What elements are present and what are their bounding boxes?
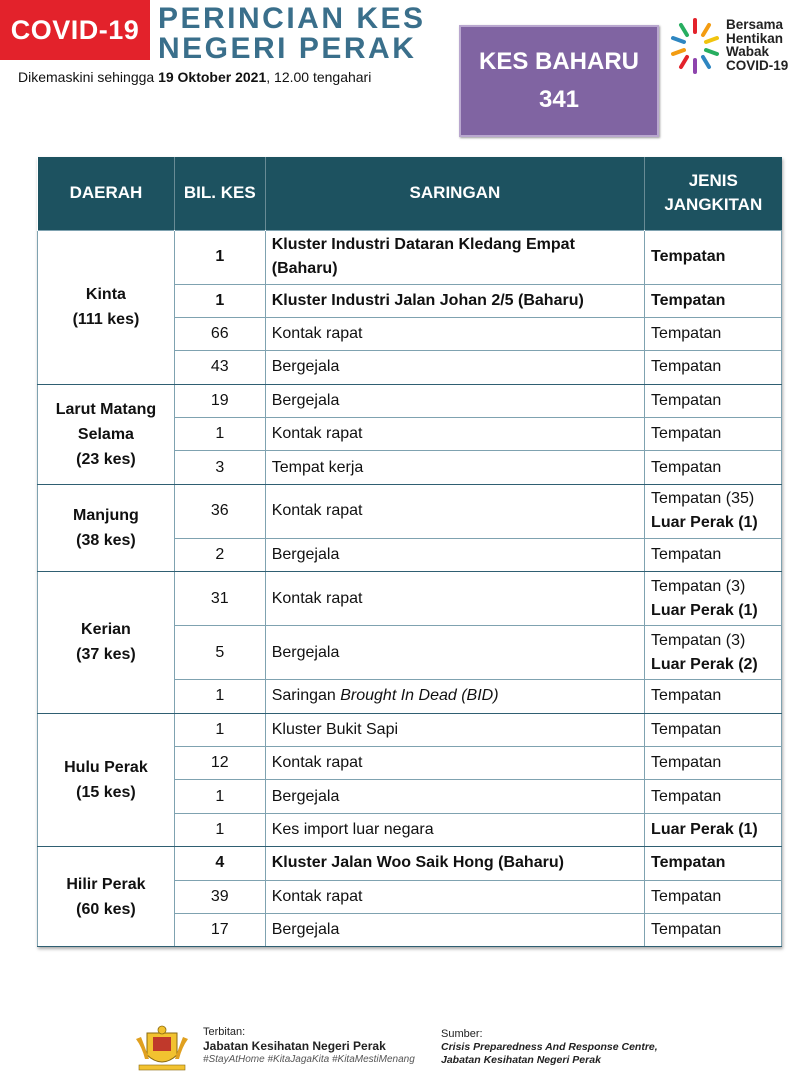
new-cases-value: 341 [538,86,580,113]
coat-of-arms-icon [133,1025,191,1073]
screening-type: Kluster Industri Jalan Johan 2/5 (Baharu) [265,284,644,317]
screening-type: Kluster Bukit Sapi [265,713,644,746]
screening-type: Bergejala [265,913,644,946]
case-count: 43 [174,351,265,384]
infection-type: Tempatan (35) Luar Perak (1) [645,484,782,538]
table-row [38,713,782,746]
infection-type: Tempatan [645,384,782,417]
screening-type: Kontak rapat [265,418,644,451]
updated-date: 19 Oktober 2021 [158,69,267,85]
infection-type: Tempatan [645,880,782,913]
screening-type: Bergejala [265,780,644,813]
infection-type: Tempatan (3) Luar Perak (1) [645,572,782,626]
publisher-label: Terbitan: [203,1026,246,1038]
infection-type: Tempatan [645,451,782,484]
source-label: Sumber: [441,1028,483,1040]
case-count: 1 [174,284,265,317]
title-line-1: PERINCIAN KES [158,2,426,35]
case-count: 12 [174,747,265,780]
header-bil-kes: BIL. KES [174,157,265,230]
screening-type: Kontak rapat [265,747,644,780]
cases-table [37,157,782,947]
logo-line-3: Wabak [726,44,770,59]
case-count: 4 [174,847,265,880]
infection-type: Tempatan [645,913,782,946]
screening-type: Kes import luar negara [265,813,644,846]
infection-type: Tempatan [645,713,782,746]
case-count: 1 [174,680,265,713]
new-cases-label: KES BAHARU [478,48,639,75]
case-count: 66 [174,317,265,350]
source-line-1: Crisis Preparedness And Response Centre, [441,1041,658,1053]
update-timestamp [18,69,371,85]
publisher-name: Jabatan Kesihatan Negeri Perak [203,1039,386,1053]
campaign-burst-icon [668,14,722,78]
header-jenis-jangkitan: JENIS JANGKITAN [645,157,782,230]
new-cases-box [459,25,659,137]
screening-type: Kluster Industri Dataran Kledang Empat (Baharu) [265,230,644,284]
title-line-2: NEGERI PERAK [158,32,417,65]
infection-type: Tempatan [645,351,782,384]
infection-type: Tempatan [645,747,782,780]
page-title [158,4,426,64]
case-count: 1 [174,813,265,846]
screening-type: Bergejala [265,351,644,384]
hashtags: #StayAtHome #KitaJagaKita #KitaMestiMenang [203,1054,415,1065]
case-count: 17 [174,913,265,946]
infection-type: Tempatan [645,780,782,813]
infection-type: Tempatan [645,317,782,350]
updated-suffix: , 12.00 tengahari [266,69,372,85]
district-manjung: Manjung (38 kes) [38,484,175,571]
infection-type: Tempatan (3) Luar Perak (2) [645,626,782,680]
case-count: 19 [174,384,265,417]
case-count: 31 [174,572,265,626]
infection-type: Tempatan [645,418,782,451]
logo-line-1: Bersama [726,17,784,32]
screening-type: Kontak rapat [265,880,644,913]
infection-type: Luar Perak (1) [645,813,782,846]
infection-type: Tempatan [645,284,782,317]
district-larut-matang-selama: Larut Matang Selama (23 kes) [38,384,175,484]
case-count: 5 [174,626,265,680]
covid19-badge: COVID-19 [0,0,150,60]
case-count: 1 [174,418,265,451]
case-count: 1 [174,230,265,284]
case-count: 2 [174,538,265,571]
screening-type: Kontak rapat [265,572,644,626]
case-count: 3 [174,451,265,484]
footer-publisher [203,1025,415,1067]
screening-type: Bergejala [265,538,644,571]
logo-line-2: Hentikan [726,30,784,46]
campaign-logo-text [726,18,788,72]
infection-type: Tempatan [645,847,782,880]
case-count: 1 [174,780,265,813]
table-header-row [38,157,782,230]
case-count: 39 [174,880,265,913]
table-row [38,384,782,417]
header-saringan: SARINGAN [265,157,644,230]
table-row [38,847,782,880]
screening-type: Saringan Brought In Dead (BID) [265,680,644,713]
screening-type: Kluster Jalan Woo Saik Hong (Baharu) [265,847,644,880]
infection-type: Tempatan [645,230,782,284]
source-line-2: Jabatan Kesihatan Negeri Perak [441,1054,601,1066]
district-hilir-perak: Hilir Perak (60 kes) [38,847,175,947]
screening-type: Tempat kerja [265,451,644,484]
logo-line-4: COVID-19 [726,57,789,73]
table-row [38,230,782,284]
header-daerah: DAERAH [38,157,175,230]
infection-type: Tempatan [645,538,782,571]
footer-source [441,1028,658,1067]
case-count: 36 [174,484,265,538]
table-row [38,572,782,626]
updated-prefix: Dikemaskini sehingga [18,69,159,85]
district-hulu-perak: Hulu Perak (15 kes) [38,713,175,847]
screening-type: Kontak rapat [265,484,644,538]
screening-type: Bergejala [265,626,644,680]
screening-type: Kontak rapat [265,317,644,350]
table-row [38,484,782,538]
case-count: 1 [174,713,265,746]
infection-type: Tempatan [645,680,782,713]
district-kerian: Kerian (37 kes) [38,572,175,713]
screening-type: Bergejala [265,384,644,417]
district-kinta: Kinta (111 kes) [38,230,175,384]
